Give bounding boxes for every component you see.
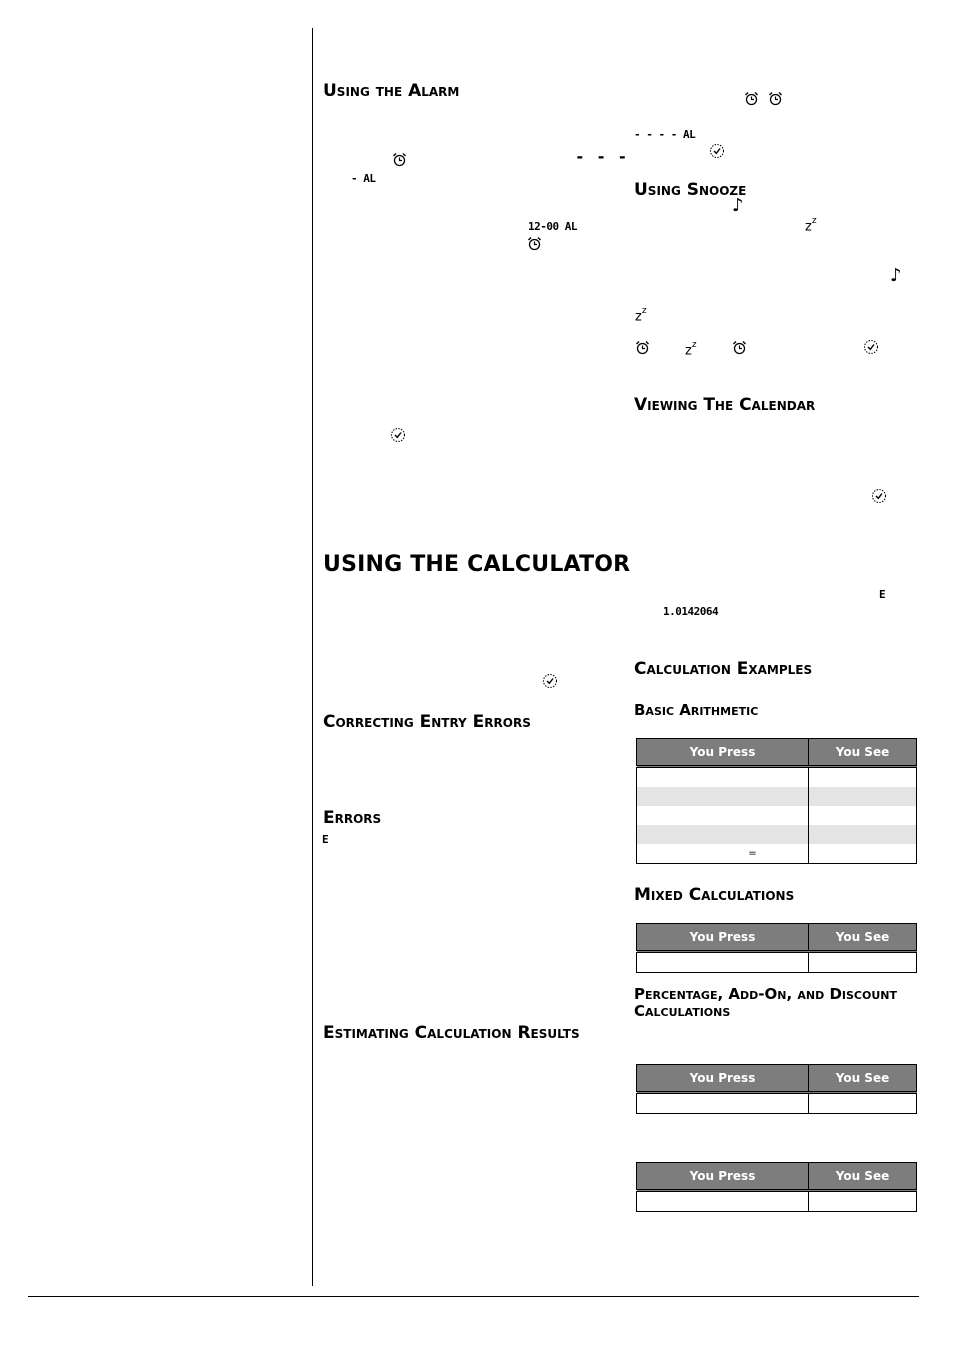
snooze-zz-icon: $z^z$: [685, 340, 697, 359]
table-row: [637, 952, 917, 973]
col-header-you-see: You See: [809, 1065, 917, 1093]
column-divider: [312, 28, 313, 1286]
alarm-clock-icon: [732, 340, 747, 355]
dotted-clock-icon: [542, 673, 558, 689]
heading-using-alarm: Using the Alarm: [323, 81, 460, 101]
percentage-table-2: [636, 1162, 917, 1212]
table-row: [637, 1093, 917, 1114]
dotted-clock-icon: [871, 488, 887, 504]
heading-basic-arithmetic: Basic Arithmetic: [634, 701, 759, 719]
music-note-icon: ♪: [890, 265, 902, 286]
heading-errors: Errors: [323, 808, 382, 828]
heading-using-snooze: Using Snooze: [634, 180, 747, 200]
heading-correcting-entry-errors: Correcting Entry Errors: [323, 712, 531, 732]
alarm-clock-icon: [744, 91, 759, 106]
dotted-clock-icon: [709, 143, 725, 159]
col-header-you-press: You Press: [637, 1065, 809, 1093]
dotted-clock-icon: [863, 339, 879, 355]
heading-viewing-calendar: Viewing The Calendar: [634, 395, 816, 415]
col-header-you-press: You Press: [637, 924, 809, 952]
alarm-clock-icon: [392, 152, 407, 167]
table-row: [637, 767, 917, 788]
table-row: [637, 825, 917, 844]
dotted-clock-icon: [390, 427, 406, 443]
alarm-display-time: 12-00 AL: [528, 220, 577, 233]
snooze-zz-icon: $z^z$: [805, 216, 817, 235]
table-row: [637, 787, 917, 806]
percentage-table-1: [636, 1064, 917, 1114]
alarm-clock-icon: [768, 91, 783, 106]
table-row: [637, 806, 917, 825]
col-header-you-see: You See: [809, 739, 917, 767]
snooze-zz-icon: $z^z$: [635, 306, 647, 325]
table-row: [637, 844, 917, 864]
alarm-display-al: - AL: [351, 172, 376, 185]
error-indicator: E: [322, 833, 329, 846]
heading-percentage-calculations: Percentage, Add-On, and Discount Calculations: [634, 985, 897, 1020]
heading-mixed-calculations: Mixed Calculations: [634, 885, 795, 905]
heading-estimating-results: Estimating Calculation Results: [323, 1023, 580, 1043]
footer-rule: [28, 1296, 919, 1297]
alarm-display-dashes: - - -: [575, 147, 629, 166]
basic-arithmetic-table: [636, 738, 917, 864]
music-note-icon: ♪: [732, 195, 744, 216]
mixed-calculations-table: [636, 923, 917, 973]
alarm-clock-icon: [527, 236, 542, 251]
col-header-you-press: You Press: [637, 739, 809, 767]
alarm-clock-icon: [635, 340, 650, 355]
heading-calculation-examples: Calculation Examples: [634, 659, 813, 679]
col-header-you-see: You See: [809, 1163, 917, 1191]
table-row: [637, 1191, 917, 1212]
heading-using-calculator: USING THE CALCULATOR: [323, 552, 631, 577]
alarm-off-display: - - - - AL: [634, 128, 696, 141]
col-header-you-see: You See: [809, 924, 917, 952]
error-indicator: E: [879, 588, 886, 601]
error-number-display: 1.0142064: [663, 605, 719, 618]
equals-key: =: [637, 844, 809, 864]
col-header-you-press: You Press: [637, 1163, 809, 1191]
